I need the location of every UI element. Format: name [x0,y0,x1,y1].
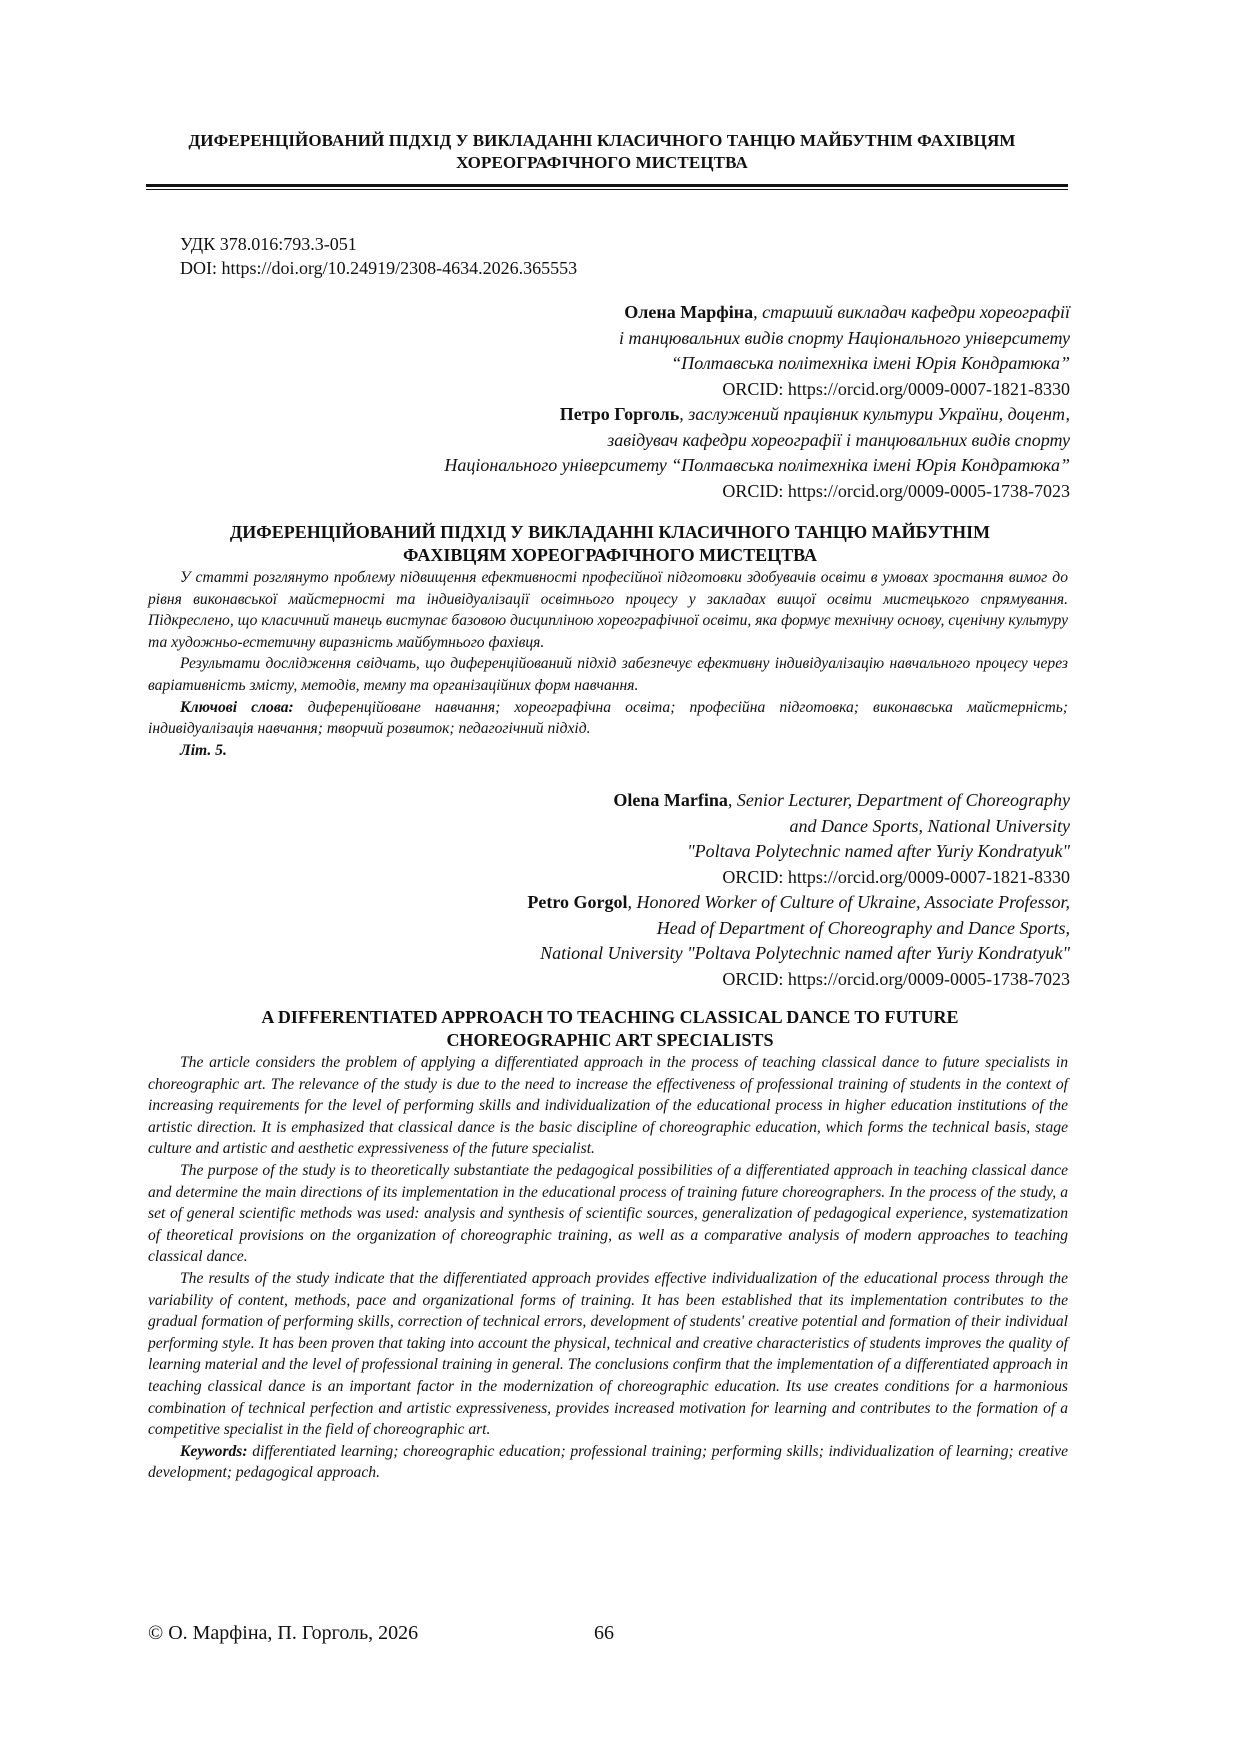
author-en-2-name: Petro Gorgol [527,892,628,912]
author-en-2-line-2 [527,916,1070,942]
author-ua-2-line-3 [444,453,1070,479]
article-title-ua-line-2: ФАХІВЦЯМ ХОРЕОГРАФІЧНОГО МИСТЕЦТВА [403,545,817,565]
keywords-ua-text: диференційоване навчання; хореографічна освіта; професійна підготовка; виконавська майстерність; індивідуалізація навчання; творчий розвиток; педагогічний підхід. [148,698,1068,738]
author-ua-1-affiliation-2: “Полтавська політехніка імені Юрія Кондратюка” [671,353,1070,373]
author-en-2-orcid[interactable]: ORCID: https://orcid.org/0009-0005-1738-7023 [722,968,1070,989]
author-ua-1-line-1 [444,300,1070,326]
header-rule-thin [146,189,1068,190]
running-header-line-2: ХОРЕОГРАФІЧНОГО МИСТЕЦТВА [456,153,748,172]
header-rule [146,184,1068,192]
abstract-ua-paragraph-2: Результати дослідження свідчать, що диференційований підхід забезпечує ефективну індивідуалізацію навчального процесу через варіативність змісту, методів, темпу та організаційних форм навчання. [148,655,1068,694]
running-header-line-1: ДИФЕРЕНЦІЙОВАНИЙ ПІДХІД У ВИКЛАДАННІ КЛАСИЧНОГО ТАНЦЮ МАЙБУТНІМ ФАХІВЦЯМ [188,131,1016,150]
author-en-2-position: , Honored Worker of Culture of Ukraine, Associate Professor, [627,892,1070,912]
keywords-en [148,1441,1068,1484]
author-ua-1-position: , старший викладач кафедри хореографії [753,302,1070,322]
author-ua-1-affiliation-1: і танцювальних видів спорту Національного університету [619,327,1070,348]
abstract-ua-paragraph-1: У статті розглянуто проблему підвищення ефективності професійної підготовки здобувачів освіти в умовах зростання вимог до рівня виконавської майстерності та індивідуалізації освітнього процесу у закладах вищої освіти мистецького спрямування. Підкреслено, що класичний танець виступає базовою дисципліною хореографічної освіти, яка формує технічну основу, сценічну культуру та художньо-естетичну виразність майбутнього фахівця. [148,569,1068,651]
doi-link[interactable]: DOI: https://doi.org/10.24919/2308-4634.2026.365553 [180,258,578,278]
abstract-ua [148,567,1068,761]
author-en-1-line-1 [527,788,1070,814]
author-en-1-position: , Senior Lecturer, Department of Choreography [727,790,1070,810]
references-count: Літ. 5. [180,741,227,759]
author-en-1-affiliation-2: "Poltava Polytechnic named after Yuriy Kondratyuk" [687,841,1070,861]
author-en-2-affiliation-2: National University "Poltava Polytechnic named after Yuriy Kondratyuk" [540,943,1070,963]
author-ua-2-line-2 [444,428,1070,454]
abstract-en-paragraph-1: The article considers the problem of applying a differentiated approach in the process of teaching classical dance to future specialists in choreographic art. The relevance of the study is due to the need to increase the effectiveness of professional training of students in the context of increasing requirements for the level of performing skills and individualization of the educational process in higher education institutions of the artistic direction. It is emphasized that classical dance is the basic discipline of choreographic education, which forms the technical basis, stage culture and artistic and aesthetic expressiveness of the future specialist. [148,1054,1068,1158]
authors-ua [444,300,1070,504]
author-ua-1-name: Олена Марфіна [624,302,754,322]
header-rule-thick [146,184,1068,187]
article-title-en-line-2: CHOREOGRAPHIC ART SPECIALISTS [446,1030,774,1050]
abstract-en [148,1052,1068,1484]
author-ua-1-line-2 [444,326,1070,352]
article-title-ua-line-1: ДИФЕРЕНЦІЙОВАНИЙ ПІДХІД У ВИКЛАДАННІ КЛАСИЧНОГО ТАНЦЮ МАЙБУТНІМ [229,522,991,542]
author-en-1-line-3 [527,839,1070,865]
author-ua-1-line-3 [444,351,1070,377]
author-ua-2-affiliation-2: Національного університету “Полтавська політехніка імені Юрія Кондратюка” [444,455,1070,475]
running-header-title [140,130,1064,174]
article-title-en [150,1006,1070,1052]
author-en-1-affiliation-1: and Dance Sports, National University [789,815,1070,836]
abstract-en-paragraph-3: The results of the study indicate that the differentiated approach provides effective individualization of the educational process through the variability of content, methods, pace and organizational forms of training. It has been established that its implementation contributes to the gradual formation of performing skills, correction of technical errors, development of students' creative potential and formation of their individual performing style. It has been proven that taking into account the physical, technical and creative characteristics of students improves the quality of learning material and the level of professional training in general. The conclusions confirm that the implementation of a differentiated approach in teaching classical dance is an important factor in the modernization of choreographic education. Its use creates conditions for a harmonious combination of technical perfection and artistic expressiveness, provides increased motivation for learning and contributes to the formation of a competitive specialist in the field of choreographic art. [148,1269,1068,1439]
article-title-ua [150,521,1070,567]
page-number: 66 [594,1622,614,1644]
author-en-1-name: Olena Marfina [613,790,728,810]
author-en-2-line-3 [527,941,1070,967]
author-en-1-line-2 [527,814,1070,840]
footer-copyright: © О. Марфіна, П. Горголь, 2026 [148,1622,419,1644]
abstract-en-paragraph-2: The purpose of the study is to theoretically substantiate the pedagogical possibilities of a differentiated approach in teaching classical dance and determine the main directions of its implementation in the educational process of training future choreographers. In the process of the study, a set of general scientific methods was used: analysis and synthesis of scientific sources, generalization of pedagogical experience, systematization of theoretical provisions on the organization of choreographic training, as well as a comparative analysis of modern approaches to teaching classical dance. [148,1161,1068,1266]
author-ua-1-orcid[interactable]: ORCID: https://orcid.org/0009-0007-1821-8330 [722,378,1070,399]
author-ua-2-name: Петро Горголь [559,404,680,424]
author-en-1-orcid[interactable]: ORCID: https://orcid.org/0009-0007-1821-8330 [722,866,1070,887]
author-ua-2-line-1 [444,402,1070,428]
author-en-2-affiliation-1: Head of Department of Choreography and Dance Sports, [656,917,1070,938]
author-ua-2-orcid[interactable]: ORCID: https://orcid.org/0009-0005-1738-7023 [722,480,1070,501]
author-en-2-line-1 [527,890,1070,916]
author-ua-2-affiliation-1: завідувач кафедри хореографії і танцювальних видів спорту [607,429,1070,450]
udc-code: УДК 378.016:793.3-051 [180,234,357,254]
authors-en [527,788,1070,992]
keywords-en-label: Keywords: [180,1442,248,1460]
keywords-ua-label: Ключові слова: [180,698,294,716]
author-ua-2-position: , заслужений працівник культури України, доцент, [679,404,1070,424]
article-title-en-line-1: A DIFFERENTIATED APPROACH TO TEACHING CLASSICAL DANCE TO FUTURE [261,1007,959,1027]
keywords-ua [148,697,1068,740]
keywords-en-text: differentiated learning; choreographic education; professional training; performing skills; individualization of learning; creative development; pedagogical approach. [148,1442,1068,1482]
